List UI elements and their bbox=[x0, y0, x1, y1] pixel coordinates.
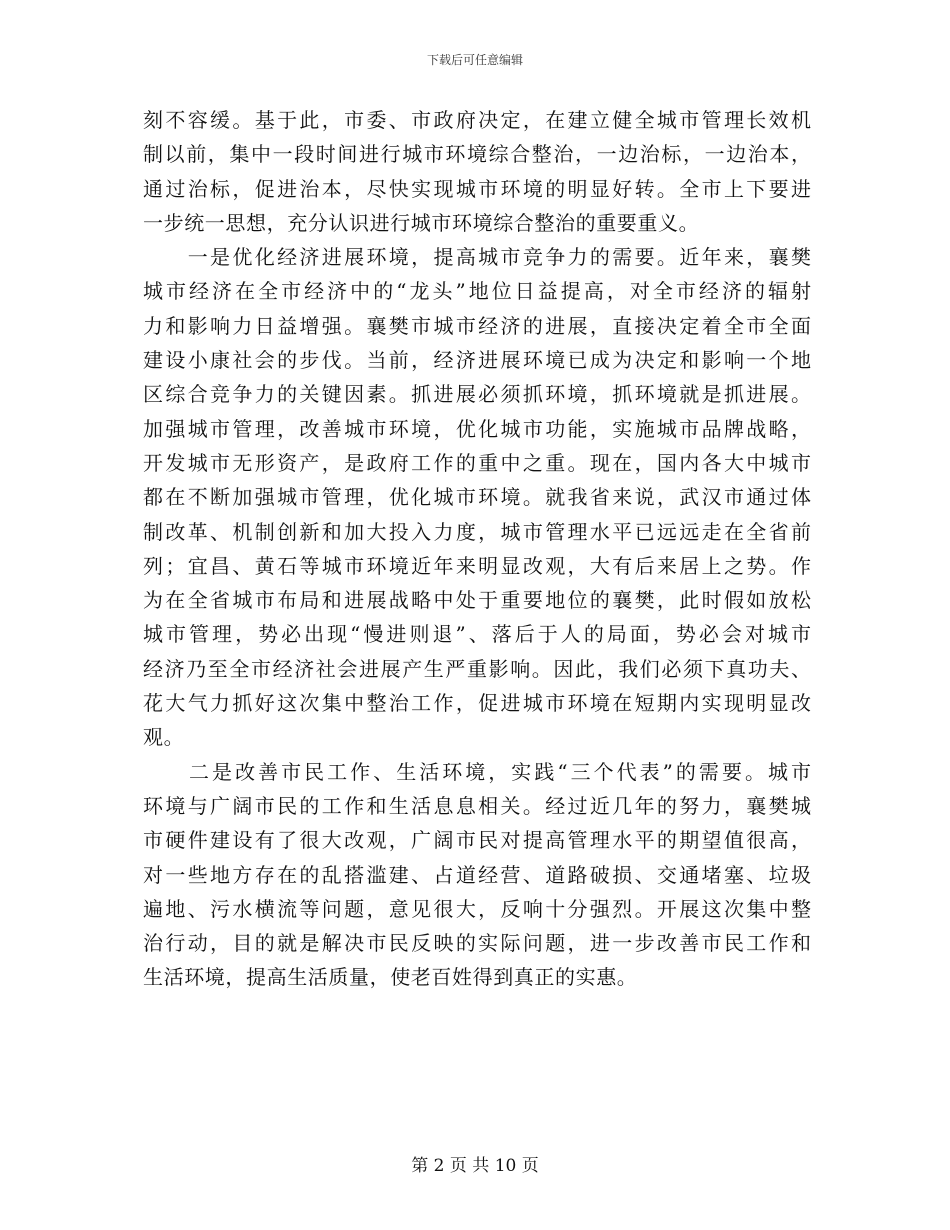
text-line: 生活环境，提高生活质量，使老百姓得到真正的实惠。 bbox=[143, 965, 638, 990]
text-line: 遍地、污水横流等问题，意见很大，反响十分强烈。开展这次集中整 bbox=[143, 896, 811, 921]
text-line: 观。 bbox=[143, 725, 185, 750]
page-header: 下载后可任意编辑 bbox=[426, 53, 523, 67]
text-line: 城市管理，势必出现“慢进则退”、落后于人的局面，势必会对城市 bbox=[143, 622, 811, 647]
text-line: 刻不容缓。基于此，市委、市政府决定，在建立健全城市管理长效机 bbox=[143, 108, 811, 132]
text-line: 城市经济在全市经济中的“龙头”地位日益提高，对全市经济的辐射 bbox=[143, 279, 811, 304]
document-body bbox=[143, 103, 811, 995]
text-line: 经济乃至全市经济社会进展产生严重影响。因此，我们必须下真功夫、 bbox=[143, 656, 811, 681]
text-line: 制改革、机制创新和加大投入力度，城市管理水平已远远走在全省前 bbox=[143, 519, 811, 544]
text-line: 花大气力抓好这次集中整治工作，促进城市环境在短期内实现明显改 bbox=[143, 691, 811, 716]
text-line: 对一些地方存在的乱搭滥建、占道经营、道路破损、交通堵塞、垃圾 bbox=[143, 862, 811, 887]
text-line: 加强城市管理，改善城市环境，优化城市功能，实施城市品牌战略， bbox=[143, 416, 811, 441]
text-line: 都在不断加强城市管理，优化城市环境。就我省来说，武汉市通过体 bbox=[143, 485, 811, 510]
text-line: 一是优化经济进展环境，提高城市竞争力的需要。近年来，襄樊 bbox=[143, 245, 811, 270]
text-line: 力和影响力日益增强。襄樊市城市经济的进展，直接决定着全市全面 bbox=[143, 313, 811, 338]
text-line: 治行动，目的就是解决市民反映的实际问题，进一步改善市民工作和 bbox=[143, 931, 811, 956]
text-line: 列；宜昌、黄石等城市环境近年来明显改观，大有后来居上之势。作 bbox=[143, 553, 811, 578]
text-line: 市硬件建设有了很大改观，广阔市民对提高管理水平的期望值很高， bbox=[143, 828, 811, 853]
text-line: 开发城市无形资产，是政府工作的重中之重。现在，国内各大中城市 bbox=[143, 450, 811, 475]
text-line: 制以前，集中一段时间进行城市环境综合整治，一边治标，一边治本， bbox=[143, 142, 811, 167]
page-footer: 第 2 页 共 10 页 bbox=[411, 1156, 539, 1176]
text-line: 一步统一思想，充分认识进行城市环境综合整治的重要重义。 bbox=[143, 210, 700, 235]
text-line: 建设小康社会的步伐。当前，经济进展环境已成为决定和影响一个地 bbox=[143, 348, 811, 373]
text-line: 环境与广阔市民的工作和生活息息相关。经过近几年的努力，襄樊城 bbox=[143, 793, 811, 818]
text-line: 通过治标，促进治本，尽快实现城市环境的明显好转。全市上下要进 bbox=[143, 176, 811, 201]
text-line: 为在全省城市布局和进展战略中处于重要地位的襄樊，此时假如放松 bbox=[143, 588, 811, 613]
text-line: 区综合竞争力的关键因素。抓进展必须抓环境，抓环境就是抓进展。 bbox=[143, 382, 811, 407]
text-line: 二是改善市民工作、生活环境，实践“三个代表”的需要。城市 bbox=[143, 759, 811, 784]
